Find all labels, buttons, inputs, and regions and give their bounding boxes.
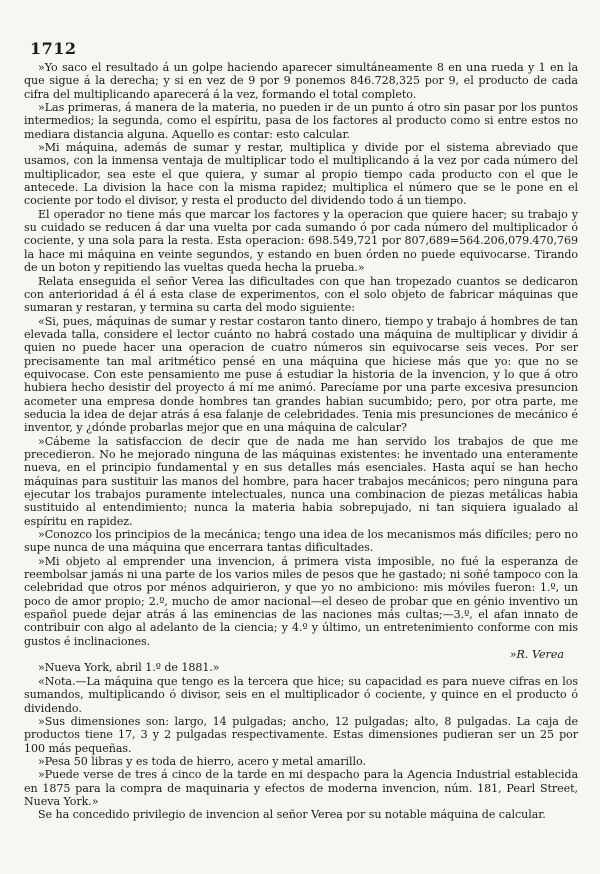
paragraph: »Conozco los principios de la mecánica; tengo una idea de los mecanismos más difíciles; pero no supe nunca de una máquina que encerrara tantas dificultades. bbox=[24, 528, 578, 555]
page-number: 1712 bbox=[30, 39, 77, 58]
paragraph: Se ha concedido privilegio de invencion al señor Verea por su notable máquina de calcular. bbox=[38, 808, 546, 822]
paragraph: »Nueva York, abril 1.º de 1881.» bbox=[38, 661, 220, 675]
paragraph: »Pesa 50 libras y es toda de hierro, acero y metal amarillo. bbox=[38, 754, 366, 768]
paragraph: El operador no tiene más que marcar los factores y la operacion que quiere hacer; su trabajo y su cuidado se reducen á dar una vuelta por cada sumando ó por cada número del multiplicador ó cociente, y una sola para la resta. Esta operacion: 698.549,721 por 807,689=564.206,079.470,769 la hace mi máquina en veinte segundos, y estando en buen órden no puede equivocarse. Tirando de un boton y repitiendo las vueltas queda hecha la prueba.» bbox=[24, 207, 578, 275]
paragraph: »Mi máquina, además de sumar y restar, multiplica y divide por el sistema abreviado que usamos, con la inmensa ventaja de multiplicar todo el multiplicando á la vez por cada número del multiplicador, sea este el que quiera, y sumar al propio tiempo cada producto con el que le antecede. La division la hace con la misma rapidez; multiplica el número que se le pone en el cociente por todo el divisor, y resta el producto del dividendo todo á un tiempo. bbox=[24, 141, 578, 208]
paragraph: «Nota.—La máquina que tengo es la tercera que hice; su capacidad es para nueve cifras en los sumandos, multiplicando ó divisor, seis en el multiplicador ó cociente, y quince en el producto ó dividendo. bbox=[24, 674, 578, 715]
paragraph: »Cábeme la satisfaccion de decir que de nada me han servido los trabajos de que me precedieron. No he mejorado ninguna de las máquinas existentes: he inventado una enteramente nueva, en el principio fundamental y en sus detalles más esenciales. Hasta aquí se han hecho máquinas para sustituir las manos del hombre, para hacer trabajos mecánicos; pero ninguna para ejecutar los trabajos puramente intelectuales, nunca una combinacion de piezas metálicas habia sustituido al entendimiento; nunca la materia habia sobrepujado, ni tan siquiera igualado al espíritu en rapidez. bbox=[24, 434, 578, 528]
paragraph: »Mi objeto al emprender una invencion, á primera vista imposible, no fué la esperanza de reembolsar jamás ni una parte de los varios miles de pesos que he gastado; ni soñé tampoco con la celebridad que otros por ménos adquirieron, y que yo no ambiciono: mis móviles fueron: 1.º, un poco de amor propio; 2.º, mucho de amor nacional—el deseo de probar que en génio inventivo un español puede dejar atrás á las eminencias de las naciones más cultas;—3.º, el afan innato de contribuir con algo al adelanto de la ciencia; y 4.º y último, un entretenimiento conforme con mis gustos é inclinaciones. bbox=[24, 554, 578, 648]
body-text-before-signature bbox=[24, 61, 578, 648]
body-text-after-signature bbox=[24, 661, 578, 821]
paragraph: Relata enseguida el señor Verea las dificultades con que han tropezado cuantos se dedicaron con anterioridad á él á esta clase de experimentos, con el solo objeto de fabricar máquinas que sumaran y restaran, y termina su carta del modo siguiente: bbox=[24, 274, 578, 315]
paragraph: »Yo saco el resultado á un golpe haciendo aparecer simultáneamente 8 en una rueda y 1 en la que sigue á la derecha; y si en vez de 9 por 9 ponemos 846.728,325 por 9, el producto de cada cifra del multiplicando aparecerá á la vez, formando el total completo. bbox=[24, 61, 578, 101]
signature: »R. Verea bbox=[509, 648, 564, 662]
paragraph: »Puede verse de tres á cinco de la tarde en mi despacho para la Agencia Industrial establecida en 1875 para la compra de maquinaria y efectos de moderna invencion, núm. 181, Pearl Street, Nueva York.» bbox=[24, 768, 578, 808]
paragraph: «Si, pues, máquinas de sumar y restar costaron tanto dinero, tiempo y trabajo á hombres de tan elevada talla, considere el lector cuánto no habrá costado una máquina de multiplicar y dividir á quien no puede hacer una operacion de cuatro números sin equivocarse seis veces. Por ser precisamente tan mal aritmético pensé en una máquina que hiciese más que yo: que no se equivocase. Con este pensamiento me puse á estudiar la historia de la invencion, y lo que á otro hubiera hecho desistir del proyecto á mí me animó. Parecíame por una parte excesiva presuncion acometer una empresa donde hombres tan grandes habian sucumbido; pero, por otra parte, me seducia la idea de dejar atrás á esa falanje de celebridades. Tenia mis presunciones de mecánico é inventor, y ¿dónde probarlas mejor que en una máquina de calcular? bbox=[24, 314, 578, 435]
paragraph: »Las primeras, á manera de la materia, no pueden ir de un punto á otro sin pasar por los puntos intermedios; la segunda, como el espíritu, pasa de los factores al producto como si entre estos no mediara distancia alguna. Aquello es contar: esto calcular. bbox=[24, 101, 578, 141]
paragraph: »Sus dimensiones son: largo, 14 pulgadas; ancho, 12 pulgadas; alto, 8 pulgadas. La caja de productos tiene 17, 3 y 2 pulgadas respectivamente. Estas dimensiones pudieran ser un 25 por 100 más pequeñas. bbox=[24, 714, 578, 755]
